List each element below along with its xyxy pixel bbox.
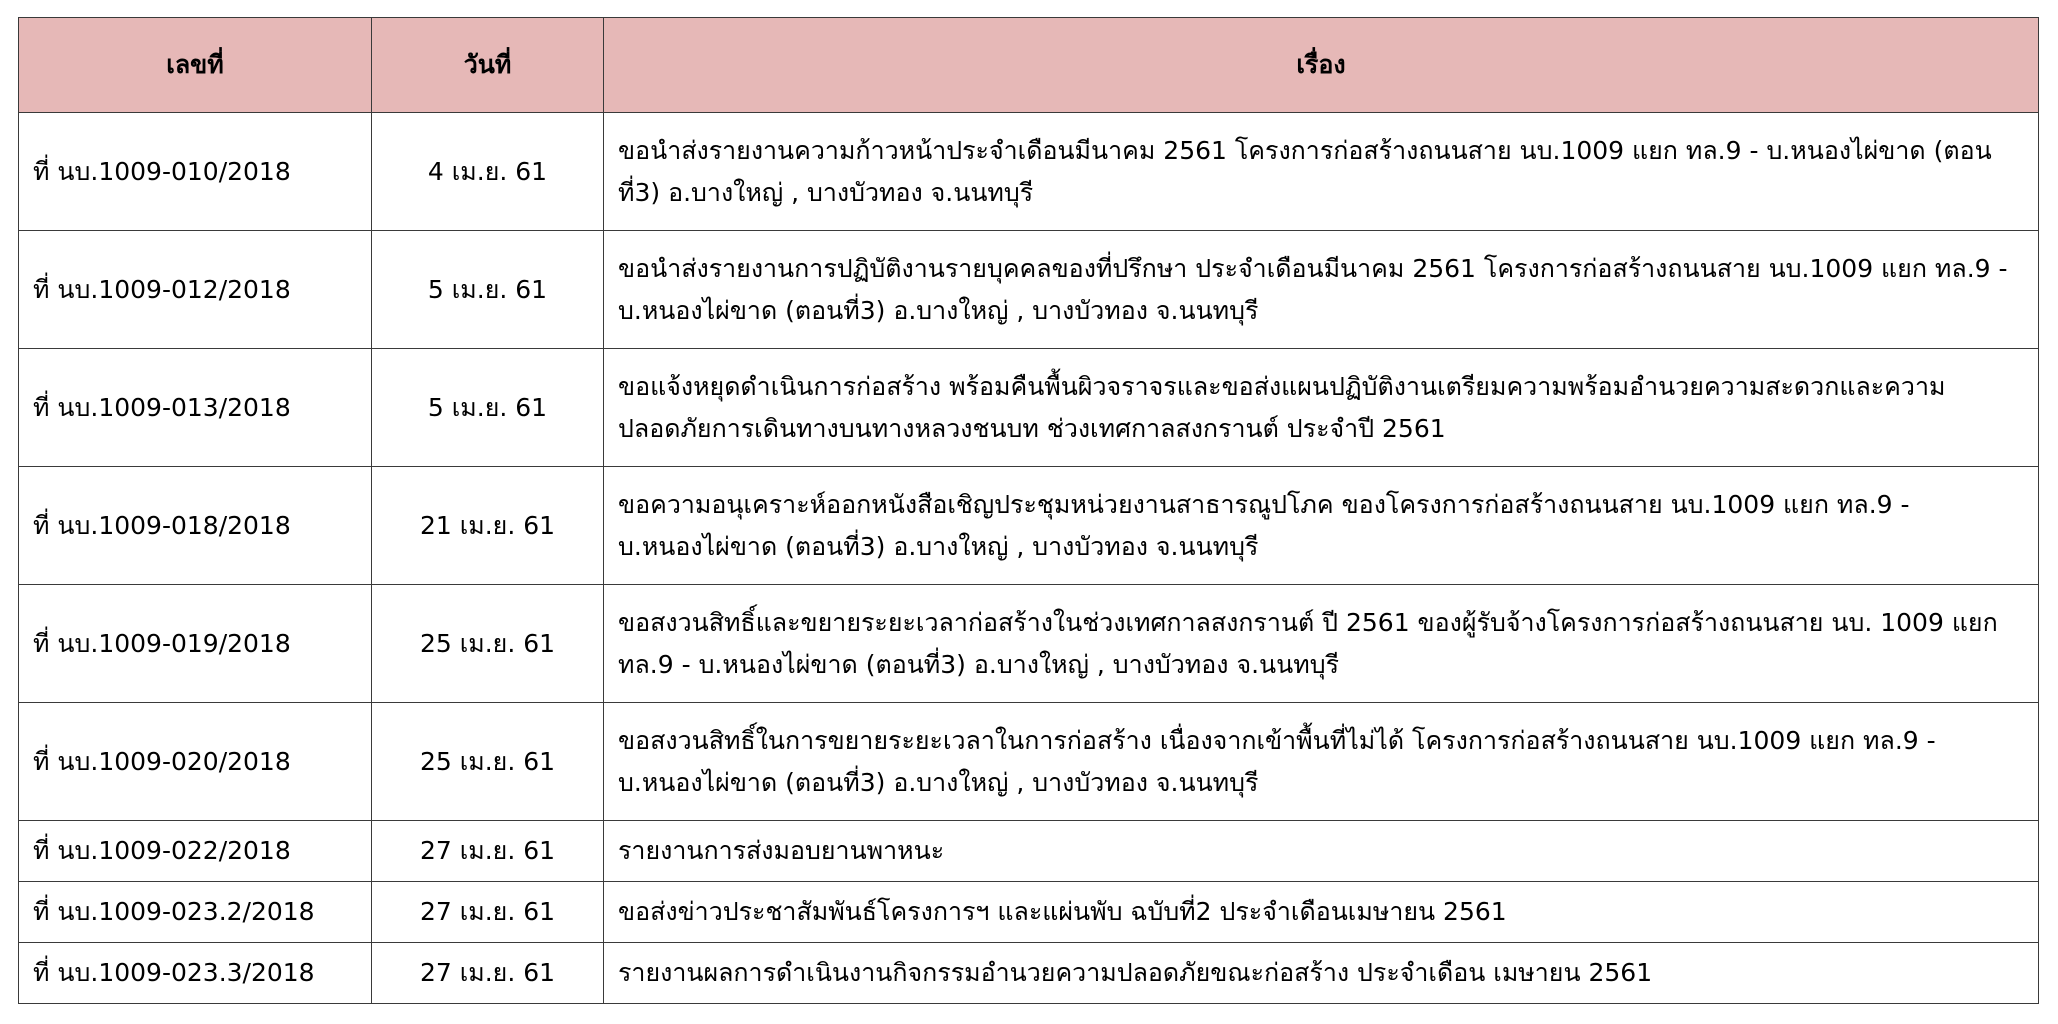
cell-date: 21 เม.ย. 61	[372, 467, 604, 585]
cell-date: 27 เม.ย. 61	[372, 943, 604, 1004]
table-row	[19, 821, 2039, 882]
cell-subject: รายงานผลการดำเนินงานกิจกรรมอำนวยความปลอดภัยขณะก่อสร้าง ประจำเดือน เมษายน 2561	[604, 943, 2039, 1004]
cell-subject: ขอนำส่งรายงานการปฏิบัติงานรายบุคคลของที่ปรึกษา ประจำเดือนมีนาคม 2561 โครงการก่อสร้างถนนสาย นบ.1009 แยก ทล.9 - บ.หนองไผ่ขาด (ตอนที่3) อ.บางใหญ่ , บางบัวทอง จ.นนทบุรี	[604, 231, 2039, 349]
cell-number: ที่ นบ.1009-018/2018	[19, 467, 372, 585]
table-row	[19, 703, 2039, 821]
cell-subject: ขอความอนุเคราะห์ออกหนังสือเชิญประชุมหน่วยงานสาธารณูปโภค ของโครงการก่อสร้างถนนสาย นบ.1009 แยก ทล.9 - บ.หนองไผ่ขาด (ตอนที่3) อ.บางใหญ่ , บางบัวทอง จ.นนทบุรี	[604, 467, 2039, 585]
header-subject: เรื่อง	[604, 18, 2039, 113]
cell-number: ที่ นบ.1009-022/2018	[19, 821, 372, 882]
cell-number: ที่ นบ.1009-010/2018	[19, 113, 372, 231]
cell-subject: ขอสงวนสิทธิ์ในการขยายระยะเวลาในการก่อสร้าง เนื่องจากเข้าพื้นที่ไม่ได้ โครงการก่อสร้างถนนสาย นบ.1009 แยก ทล.9 - บ.หนองไผ่ขาด (ตอนที่3) อ.บางใหญ่ , บางบัวทอง จ.นนทบุรี	[604, 703, 2039, 821]
table-body	[19, 113, 2039, 1004]
cell-date: 4 เม.ย. 61	[372, 113, 604, 231]
table-row	[19, 882, 2039, 943]
cell-date: 27 เม.ย. 61	[372, 882, 604, 943]
cell-number: ที่ นบ.1009-019/2018	[19, 585, 372, 703]
table-row	[19, 943, 2039, 1004]
table-row	[19, 467, 2039, 585]
cell-number: ที่ นบ.1009-012/2018	[19, 231, 372, 349]
table-row	[19, 585, 2039, 703]
cell-subject: ขอส่งข่าวประชาสัมพันธ์โครงการฯ และแผ่นพับ ฉบับที่2 ประจำเดือนเมษายน 2561	[604, 882, 2039, 943]
cell-number: ที่ นบ.1009-023.3/2018	[19, 943, 372, 1004]
cell-date: 25 เม.ย. 61	[372, 703, 604, 821]
cell-number: ที่ นบ.1009-023.2/2018	[19, 882, 372, 943]
document-table	[18, 17, 2039, 1004]
table-row	[19, 349, 2039, 467]
cell-date: 25 เม.ย. 61	[372, 585, 604, 703]
cell-subject: ขอนำส่งรายงานความก้าวหน้าประจำเดือนมีนาคม 2561 โครงการก่อสร้างถนนสาย นบ.1009 แยก ทล.9 - บ.หนองไผ่ขาด (ตอนที่3) อ.บางใหญ่ , บางบัวทอง จ.นนทบุรี	[604, 113, 2039, 231]
cell-date: 5 เม.ย. 61	[372, 349, 604, 467]
cell-number: ที่ นบ.1009-020/2018	[19, 703, 372, 821]
cell-subject: ขอสงวนสิทธิ์และขยายระยะเวลาก่อสร้างในช่วงเทศกาลสงกรานต์ ปี 2561 ของผู้รับจ้างโครงการก่อสร้างถนนสาย นบ. 1009 แยก ทล.9 - บ.หนองไผ่ขาด (ตอนที่3) อ.บางใหญ่ , บางบัวทอง จ.นนทบุรี	[604, 585, 2039, 703]
cell-number: ที่ นบ.1009-013/2018	[19, 349, 372, 467]
header-date: วันที่	[372, 18, 604, 113]
cell-date: 5 เม.ย. 61	[372, 231, 604, 349]
cell-subject: รายงานการส่งมอบยานพาหนะ	[604, 821, 2039, 882]
cell-subject: ขอแจ้งหยุดดำเนินการก่อสร้าง พร้อมคืนพื้นผิวจราจรและขอส่งแผนปฏิบัติงานเตรียมความพร้อมอำนวยความสะดวกและความปลอดภัยการเดินทางบนทางหลวงชนบท ช่วงเทศกาลสงกรานต์ ประจำปี 2561	[604, 349, 2039, 467]
table-row	[19, 113, 2039, 231]
cell-date: 27 เม.ย. 61	[372, 821, 604, 882]
header-number: เลขที่	[19, 18, 372, 113]
header-row	[19, 18, 2039, 113]
table-row	[19, 231, 2039, 349]
table-header	[19, 18, 2039, 113]
